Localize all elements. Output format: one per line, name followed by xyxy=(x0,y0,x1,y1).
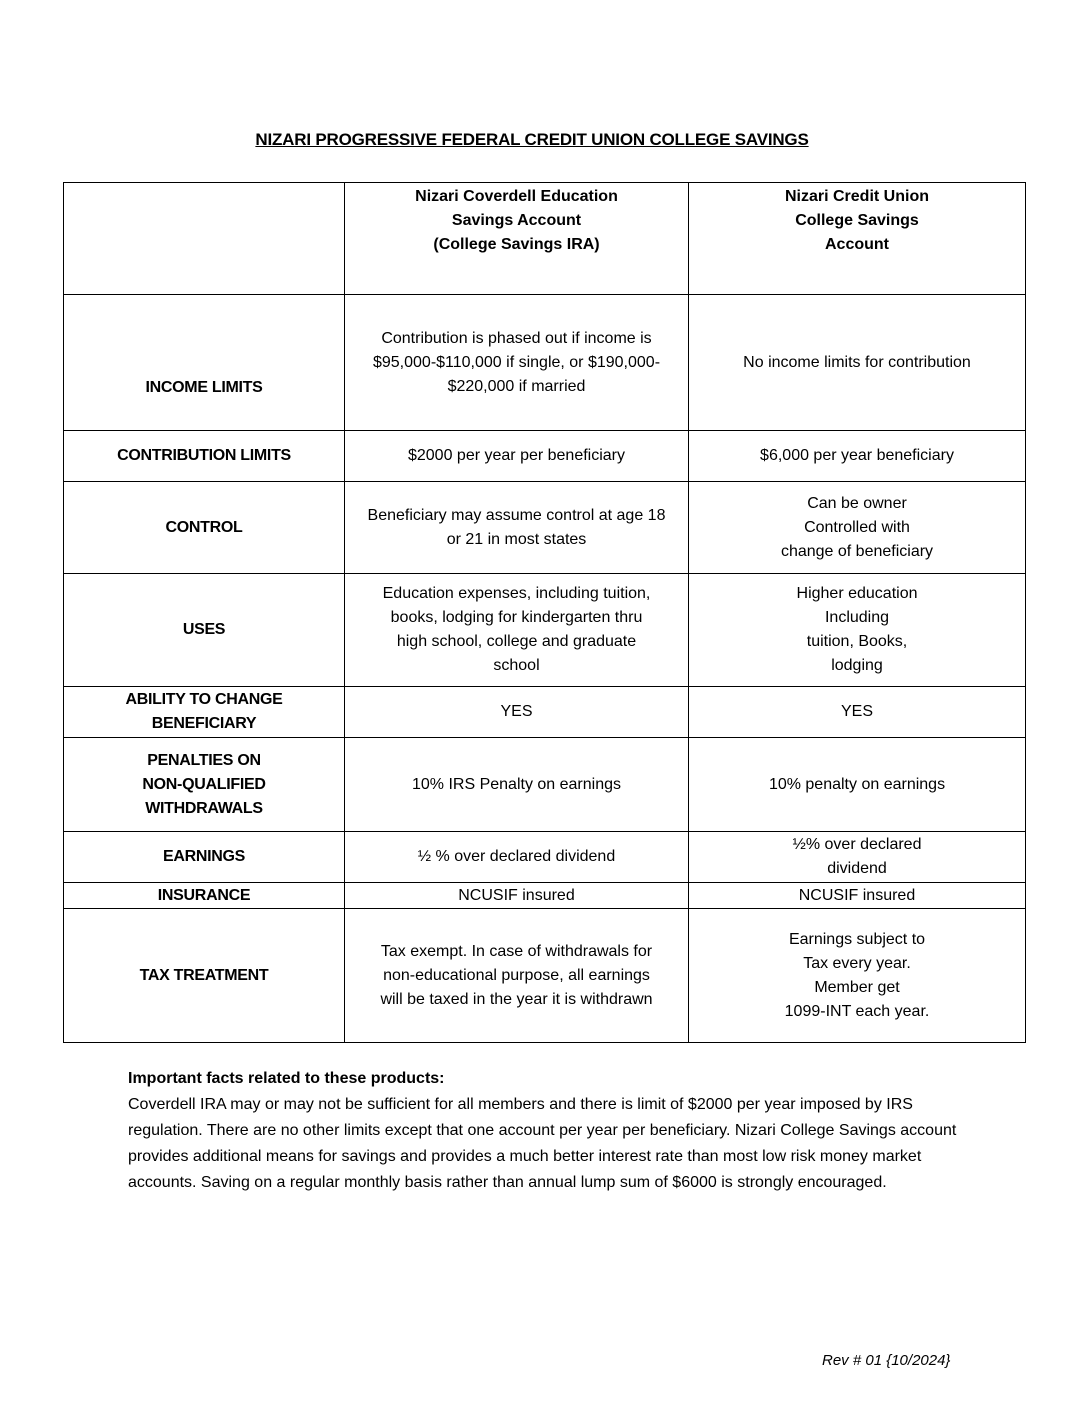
row-coverdell-value: ½ % over declared dividend xyxy=(345,832,689,883)
important-facts xyxy=(128,1066,968,1196)
row-coverdell-value: Education expenses, including tuition, books, lodging for kindergarten thru high school, college and graduate school xyxy=(345,574,689,687)
row-label: CONTRIBUTION LIMITS xyxy=(64,431,345,482)
table-row-change-beneficiary xyxy=(64,687,1026,738)
table-row-contribution-limits xyxy=(64,431,1026,482)
row-college-savings-value: $6,000 per year beneficiary xyxy=(689,431,1026,482)
revision-note: Rev # 01 {10/2024} xyxy=(822,1352,951,1369)
header-label-cell xyxy=(64,183,345,295)
page-title: NIZARI PROGRESSIVE FEDERAL CREDIT UNION COLLEGE SAVINGS xyxy=(255,130,809,149)
row-coverdell-value: YES xyxy=(345,687,689,738)
table-row-income-limits xyxy=(64,295,1026,431)
row-college-savings-value: ½% over declared dividend xyxy=(689,832,1026,883)
header-coverdell: Nizari Coverdell Education Savings Account (College Savings IRA) xyxy=(345,183,689,295)
row-coverdell-value: $2000 per year per beneficiary xyxy=(345,431,689,482)
table-row-control xyxy=(64,482,1026,574)
row-label: CONTROL xyxy=(64,482,345,574)
row-college-savings-value: 10% penalty on earnings xyxy=(689,738,1026,832)
comparison-table xyxy=(63,182,1026,1043)
row-coverdell-value: Tax exempt. In case of withdrawals for non-educational purpose, all earnings will be taxed in the year it is withdrawn xyxy=(345,909,689,1043)
table-row-earnings xyxy=(64,832,1026,883)
row-coverdell-value: NCUSIF insured xyxy=(345,883,689,909)
row-label: TAX TREATMENT xyxy=(64,909,345,1043)
row-label: ABILITY TO CHANGE BENEFICIARY xyxy=(64,687,345,738)
table-row-tax-treatment xyxy=(64,909,1026,1043)
row-label: EARNINGS xyxy=(64,832,345,883)
row-college-savings-value: NCUSIF insured xyxy=(689,883,1026,909)
row-label: INCOME LIMITS xyxy=(64,295,345,431)
row-college-savings-value: YES xyxy=(689,687,1026,738)
facts-body: Coverdell IRA may or may not be sufficient for all members and there is limit of $2000 per year imposed by IRS regulation. There are no other limits except that one account per year per beneficiary. Nizari College Savings account provides additional means for savings and provides a much better interest rate than most low risk money market accounts. Saving on a regular monthly basis rather than annual lump sum of $6000 is strongly encouraged. xyxy=(128,1096,957,1191)
row-coverdell-value: Contribution is phased out if income is $95,000-$110,000 if single, or $190,000- $220,000 if married xyxy=(345,295,689,431)
row-college-savings-value: No income limits for contribution xyxy=(689,295,1026,431)
row-label: PENALTIES ON NON-QUALIFIED WITHDRAWALS xyxy=(64,738,345,832)
row-college-savings-value: Can be owner Controlled with change of beneficiary xyxy=(689,482,1026,574)
header-college-savings: Nizari Credit Union College Savings Account xyxy=(689,183,1026,295)
table-row-uses xyxy=(64,574,1026,687)
table-header-row xyxy=(64,183,1026,295)
facts-heading: Important facts related to these products: xyxy=(128,1070,445,1087)
row-label: INSURANCE xyxy=(64,883,345,909)
table-row-insurance xyxy=(64,883,1026,909)
row-college-savings-value: Higher education Including tuition, Books, lodging xyxy=(689,574,1026,687)
row-coverdell-value: Beneficiary may assume control at age 18 or 21 in most states xyxy=(345,482,689,574)
row-coverdell-value: 10% IRS Penalty on earnings xyxy=(345,738,689,832)
row-college-savings-value: Earnings subject to Tax every year. Member get 1099-INT each year. xyxy=(689,909,1026,1043)
row-label: USES xyxy=(64,574,345,687)
table-row-penalties xyxy=(64,738,1026,832)
